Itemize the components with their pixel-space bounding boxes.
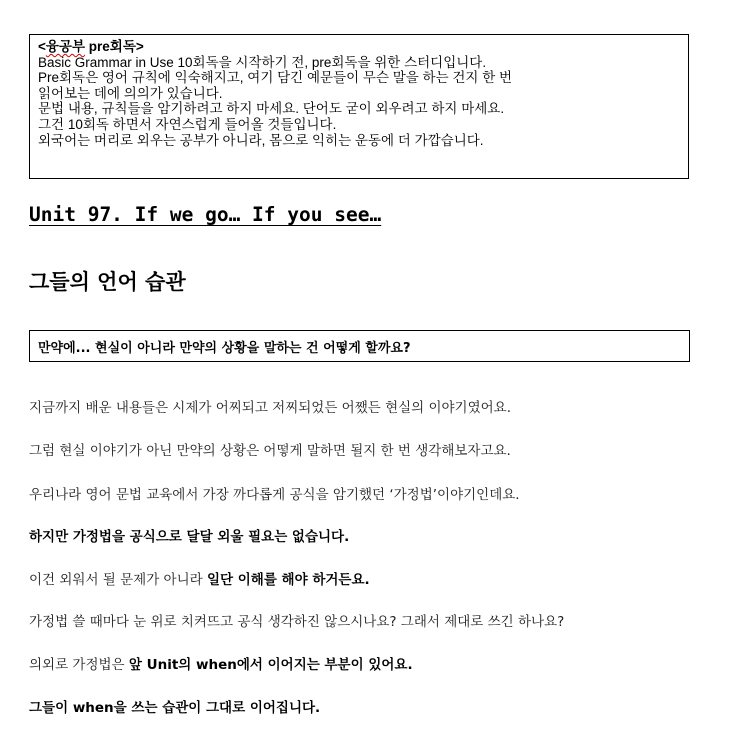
paragraph: 이건 외워서 될 문제가 아니라 일단 이해를 해야 하거든요. — [29, 572, 370, 588]
intro-box — [29, 34, 689, 179]
question-box — [29, 330, 690, 362]
paragraph-emphasis: 그들이 when을 쓰는 습관이 그대로 이어집니다. — [29, 700, 321, 716]
intro-line: Basic Grammar in Use 10회독을 시작하기 전, pre회독을 위한 스터디입니다. — [38, 54, 487, 70]
spellcheck-underlined-word: 융공부 — [45, 39, 86, 54]
intro-line: 그건 10회독 하면서 자연스럽게 들어올 것들입니다. — [38, 116, 337, 132]
intro-title: <융공부 pre회독> — [38, 39, 144, 54]
paragraph: 그럼 현실 이야기가 아닌 만약의 상황은 어떻게 말하면 될지 한 번 생각해보자고요. — [29, 443, 511, 459]
paragraph-emphasis: 하지만 가정법을 공식으로 달달 외울 필요는 없습니다. — [29, 529, 350, 545]
unit-title: Unit 97. If we go… If you see… — [29, 203, 382, 226]
paragraph: 지금까지 배운 내용들은 시제가 어찌되고 저찌되었든 어쨌든 현실의 이야기였어요. — [29, 400, 512, 416]
question-text: 만약에... 현실이 아니라 만약의 상황을 말하는 건 어떻게 할까요? — [38, 340, 411, 356]
paragraph: 가정법 쓸 때마다 눈 위로 치켜뜨고 공식 생각하진 않으시나요? 그래서 제대로 쓰긴 하나요? — [29, 614, 565, 630]
emphasis-text: 일단 이해를 해야 하거든요. — [206, 572, 370, 588]
intro-line: 문법 내용, 규칙들을 암기하려고 하지 마세요. 단어도 굳이 외우려고 하지 마세요. — [38, 101, 505, 117]
section-title: 그들의 언어 습관 — [29, 270, 186, 294]
emphasis-text: 앞 Unit의 when에서 이어지는 부분이 있어요. — [128, 657, 413, 673]
intro-line: 외국어는 머리로 외우는 공부가 아니라, 몸으로 익히는 운동에 더 가깝습니다. — [38, 132, 484, 148]
paragraph: 우리나라 영어 문법 교육에서 가장 까다롭게 공식을 암기했던 ‘가정법’이야기인데요. — [29, 487, 520, 503]
intro-line: Pre회독은 영어 규칙에 익숙해지고, 여기 담긴 예문들이 무슨 말을 하는 건지 한 번 — [38, 70, 513, 86]
intro-line: 읽어보는 데에 의의가 있습니다. — [38, 85, 223, 101]
paragraph: 의외로 가정법은 앞 Unit의 when에서 이어지는 부분이 있어요. — [29, 657, 413, 673]
